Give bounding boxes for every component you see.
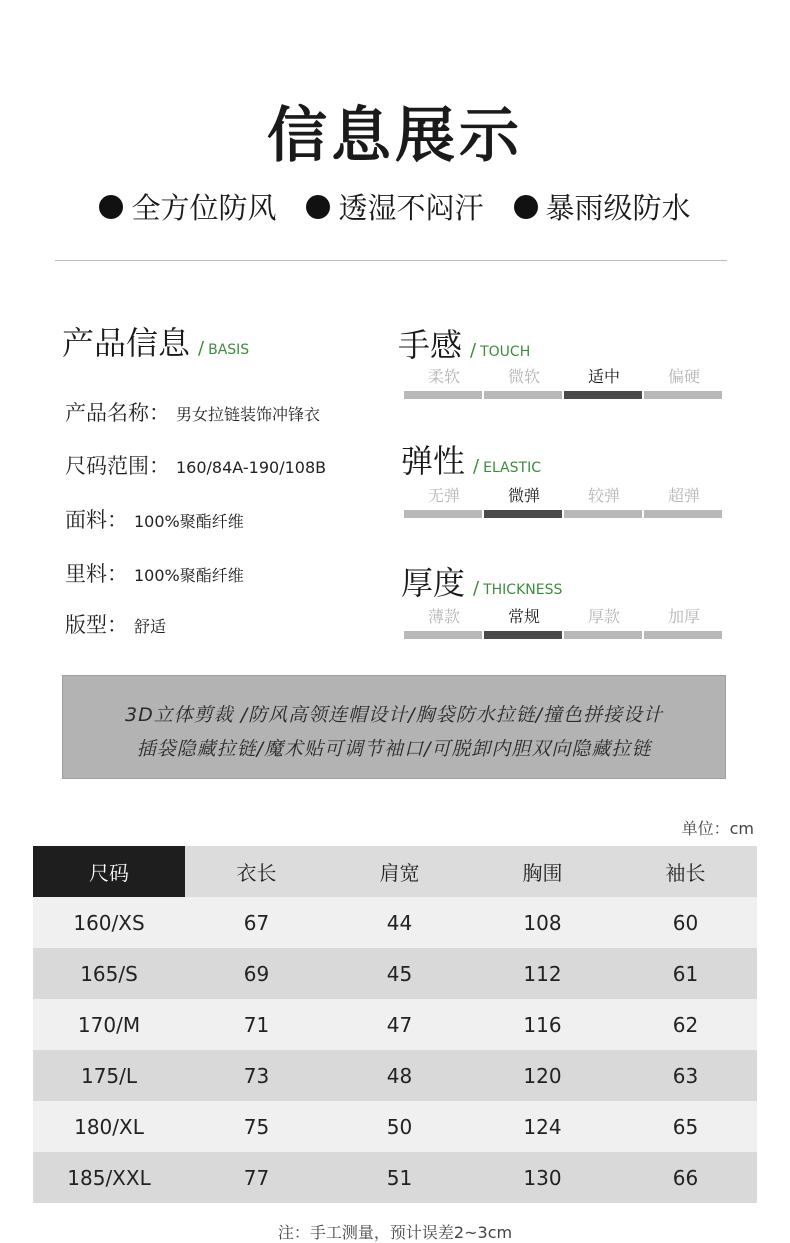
feature-item — [306, 186, 483, 227]
scale-bar — [404, 391, 482, 399]
info-row-fabric — [65, 504, 244, 534]
elastic-title: 弹性 — [401, 442, 466, 480]
scale-bar — [484, 631, 562, 639]
table-row — [33, 1101, 757, 1152]
column-header: 衣长 — [185, 846, 328, 897]
scale-bar — [484, 510, 562, 518]
table-row — [33, 1152, 757, 1203]
description-line: 3D立体剪裁 /防风高领连帽设计/胸袋防水拉链/撞色拼接设计 — [125, 704, 663, 726]
basis-title: 产品信息 — [62, 324, 191, 362]
scale-option: 加厚 — [667, 607, 700, 626]
info-row-fit — [65, 609, 166, 639]
table-cell: 51 — [328, 1152, 471, 1203]
scale-option: 常规 — [507, 607, 540, 626]
info-label: 版型： — [65, 613, 128, 637]
scale-bar — [564, 631, 642, 639]
table-cell: 130 — [471, 1152, 614, 1203]
scale-option: 较弹 — [587, 486, 620, 505]
column-header: 胸围 — [471, 846, 614, 897]
table-cell: 65 — [614, 1101, 757, 1152]
info-label: 产品名称： — [65, 401, 170, 425]
scale-option: 适中 — [587, 367, 620, 386]
info-row-name — [65, 397, 320, 427]
table-cell: 170/M — [33, 999, 185, 1050]
description-line: 插袋隐藏拉链/魔术贴可调节袖口/可脱卸内胆双向隐藏拉链 — [136, 738, 652, 760]
bullet-icon — [99, 195, 123, 219]
thickness-scale — [404, 604, 724, 639]
size-table — [33, 846, 757, 1203]
table-row — [33, 1050, 757, 1101]
feature-description-box — [62, 675, 726, 779]
scale-option: 微软 — [507, 367, 540, 386]
thickness-section-header — [401, 558, 562, 604]
column-header: 袖长 — [614, 846, 757, 897]
feature-list — [0, 186, 790, 227]
scale-option: 偏硬 — [667, 367, 700, 386]
feature-label: 全方位防风 — [131, 191, 277, 225]
scale-option: 薄款 — [427, 607, 460, 626]
feature-item — [514, 186, 691, 227]
table-cell: 120 — [471, 1050, 614, 1101]
touch-en-wrap: / TOUCH — [470, 340, 531, 361]
thickness-en-label: THICKNESS — [483, 582, 563, 598]
basis-section-header — [62, 318, 249, 364]
table-cell: 62 — [614, 999, 757, 1050]
info-value: 100%聚酯纤维 — [134, 512, 244, 531]
scale-bar — [564, 510, 642, 518]
basis-en-label: BASIS — [208, 342, 250, 358]
table-cell: 61 — [614, 948, 757, 999]
elastic-scale — [404, 483, 724, 518]
scale-bar — [564, 391, 642, 399]
scale-bar — [484, 391, 562, 399]
table-cell: 48 — [328, 1050, 471, 1101]
info-row-size-range — [65, 450, 326, 480]
table-row — [33, 999, 757, 1050]
table-cell: 77 — [185, 1152, 328, 1203]
page-title: 信息展示 — [267, 101, 523, 171]
table-cell: 75 — [185, 1101, 328, 1152]
table-cell: 44 — [328, 897, 471, 948]
table-cell: 185/XXL — [33, 1152, 185, 1203]
table-cell: 63 — [614, 1050, 757, 1101]
feature-label: 暴雨级防水 — [545, 191, 691, 225]
info-label: 尺码范围： — [65, 454, 170, 478]
table-header-row — [33, 846, 757, 897]
feature-item — [99, 186, 276, 227]
scale-bar — [404, 510, 482, 518]
info-label: 里料： — [65, 562, 128, 586]
divider — [55, 260, 727, 261]
info-value: 160/84A-190/108B — [176, 458, 327, 477]
measurement-note: 注：手工测量，预计误差2~3cm — [277, 1223, 513, 1242]
unit-label: 单位：cm — [681, 819, 754, 838]
scale-bar — [404, 631, 482, 639]
table-cell: 180/XL — [33, 1101, 185, 1152]
elastic-en-label: ELASTIC — [483, 460, 541, 476]
feature-label: 透湿不闷汗 — [338, 191, 484, 225]
basis-en-wrap: / BASIS — [198, 338, 250, 359]
bullet-icon — [306, 195, 330, 219]
thickness-en-wrap: / THICKNESS — [473, 578, 563, 599]
scale-bar — [644, 631, 722, 639]
scale-option: 无弹 — [427, 486, 460, 505]
table-cell: 67 — [185, 897, 328, 948]
table-cell: 116 — [471, 999, 614, 1050]
elastic-en-wrap: / ELASTIC — [473, 456, 541, 477]
touch-title: 手感 — [398, 326, 463, 364]
thickness-title: 厚度 — [401, 564, 466, 602]
table-cell: 108 — [471, 897, 614, 948]
info-label: 面料： — [65, 508, 128, 532]
table-cell: 69 — [185, 948, 328, 999]
column-header: 肩宽 — [328, 846, 471, 897]
touch-en-label: TOUCH — [480, 344, 531, 360]
table-cell: 160/XS — [33, 897, 185, 948]
table-row — [33, 897, 757, 948]
table-cell: 66 — [614, 1152, 757, 1203]
scale-bar — [644, 391, 722, 399]
info-value: 男女拉链装饰冲锋衣 — [176, 405, 321, 424]
info-value: 100%聚酯纤维 — [134, 566, 244, 585]
table-cell: 45 — [328, 948, 471, 999]
touch-section-header — [398, 320, 530, 366]
table-cell: 165/S — [33, 948, 185, 999]
scale-option: 微弹 — [507, 486, 540, 505]
elastic-section-header — [401, 436, 541, 482]
table-row — [33, 948, 757, 999]
table-cell: 112 — [471, 948, 614, 999]
scale-option: 厚款 — [587, 607, 620, 626]
scale-option: 柔软 — [427, 367, 460, 386]
table-cell: 60 — [614, 897, 757, 948]
table-cell: 124 — [471, 1101, 614, 1152]
scale-bar — [644, 510, 722, 518]
info-row-lining — [65, 558, 244, 588]
column-header: 尺码 — [33, 846, 185, 897]
table-cell: 71 — [185, 999, 328, 1050]
table-cell: 175/L — [33, 1050, 185, 1101]
table-cell: 50 — [328, 1101, 471, 1152]
info-value: 舒适 — [134, 617, 167, 636]
table-cell: 47 — [328, 999, 471, 1050]
scale-option: 超弹 — [667, 486, 700, 505]
table-cell: 73 — [185, 1050, 328, 1101]
touch-scale — [404, 364, 724, 399]
bullet-icon — [514, 195, 538, 219]
